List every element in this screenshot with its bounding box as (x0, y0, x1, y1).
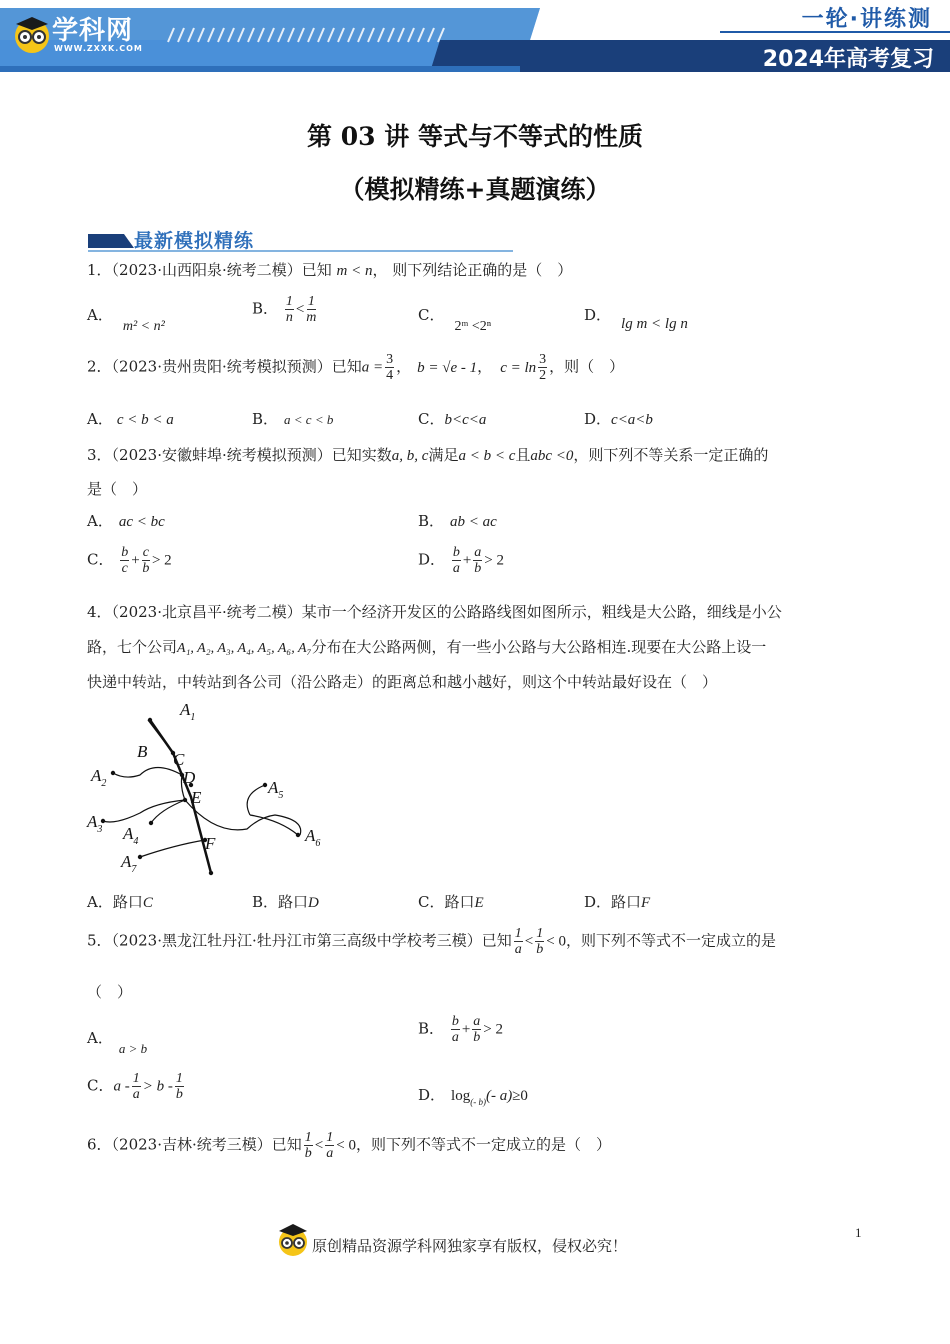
q4-option-d[interactable]: D．路口F (584, 893, 651, 911)
q4-option-b[interactable]: B．路口D (252, 893, 319, 911)
q1-option-c[interactable]: C．2ᵐ <2ⁿ (418, 306, 492, 334)
option-math: m² < n² (122, 319, 165, 334)
figure-label-c: C (173, 750, 185, 769)
option-math: lg m < lg n (621, 316, 688, 332)
figure-label-a4: $A_4$ (123, 824, 139, 847)
option-math: 2ᵐ <2ⁿ (454, 319, 492, 334)
owl-logo-icon (12, 14, 52, 54)
figure-label-b: B (137, 742, 148, 761)
question-4-line2: 路，七个公司A₁, A₂, A₃, A₄, A₅, A₆, A₇分布在大公路两侧，有一些小公路与大公路相连.现要在大公路上设一 (87, 638, 767, 656)
q5-option-b[interactable]: B． $\frac{b}{a}$ + $\frac{a}{b}$ > 2 (418, 1014, 503, 1045)
logo-url: WWW.ZXXK.COM (54, 44, 143, 53)
fraction: $\frac{3}{2}$ (539, 352, 547, 383)
q5-option-d[interactable]: D． $\log_{(- b)}(-$ a)≥0 (418, 1086, 528, 1107)
figure-label-a6: $A_6$ (305, 826, 321, 849)
q3-option-a[interactable]: A． ac < bc (87, 512, 165, 530)
question-4-line3: 快递中转站，中转站到各公司（沿公路走）的距离总和越小越好，则这个中转站最好设在（ ） (87, 673, 718, 691)
page-number: 1 (855, 1225, 862, 1240)
fraction: $\frac{1}{a}$ (132, 1071, 140, 1102)
math-condition: m < n (336, 263, 373, 279)
fraction: $\frac{1}{n}$ (285, 294, 293, 325)
q4-option-a[interactable]: A．路口C (87, 893, 153, 911)
fraction: $\frac{1}{a}$ (514, 926, 522, 957)
figure-label-a3: $A_3$ (87, 812, 103, 835)
question-6: 6．（2023·吉林·统考三模）已知 $\frac{1}{b}$ < $\frac{1}{a}$ < 0，则下列不等式不一定成立的是（ ） (87, 1130, 611, 1161)
question-number: 3． (87, 446, 112, 464)
road-network-figure (85, 695, 335, 885)
figure-label-a5: $A_5$ (268, 778, 284, 801)
fraction: $\frac{b}{a}$ (452, 545, 460, 576)
question-source: （2023·贵州贵阳·统考模拟预测）已知 (111, 357, 362, 376)
figure-label-a7: $A_7$ (121, 852, 137, 875)
fraction: $\frac{b}{c}$ (121, 545, 129, 576)
question-5-line2: （ ） (87, 983, 133, 1001)
question-5: 5．（2023·黑龙江牡丹江·牡丹江市第三高级中学校考三模）已知 $\frac{1}{a}$ < $\frac{1}{b}$ < 0，则下列不等式不一定成立的是 (87, 926, 776, 957)
q5-option-c[interactable]: C．a - $\frac{1}{a}$ > b - $\frac{1}{b}$ (87, 1071, 183, 1102)
fraction: $\frac{a}{b}$ (473, 1014, 481, 1045)
edition-title: 2024年高考复习 (762, 47, 934, 72)
fraction: $\frac{a}{b}$ (474, 545, 482, 576)
q3-option-b[interactable]: B． ab < ac (418, 512, 497, 530)
q1-option-d[interactable]: D． lg m < lg n (584, 306, 688, 332)
q2-option-a[interactable]: A． c < b < a (87, 410, 174, 428)
question-source: （2023·山西阳泉·统考二模）已知 (111, 261, 332, 279)
page-header (0, 0, 950, 78)
q4-option-c[interactable]: C．路口E (418, 893, 484, 911)
question-number: 2． (87, 357, 112, 376)
logo-text: 学科网 (52, 16, 134, 46)
fraction: $\frac{c}{b}$ (142, 545, 150, 576)
q5-option-a[interactable]: A．a > b (87, 1029, 148, 1056)
footer-owl-icon (276, 1222, 310, 1258)
figure-label-a2: $A_2$ (91, 766, 107, 789)
figure-label-e: E (191, 788, 202, 807)
q1-option-a[interactable]: A．m² < n² (87, 306, 165, 334)
fraction: $\frac{1}{b}$ (536, 926, 544, 957)
question-2: 2．（2023·贵州贵阳·统考模拟预测）已知a = $\frac{3}{4}$ ， b = √e - 1， c = ln $\frac{3}{2}$ ，则（ ） (87, 352, 625, 383)
fraction: $\frac{1}{b}$ (175, 1071, 183, 1102)
footer-copyright: 原创精品资源学科网独家享有版权，侵权必究！ (312, 1237, 628, 1255)
q1-option-b[interactable]: B． $\frac{1}{n}$ < $\frac{1}{m}$ (252, 294, 317, 325)
fraction: $\frac{1}{a}$ (326, 1130, 334, 1161)
fraction: $\frac{1}{m}$ (306, 294, 317, 325)
question-3: 3．（2023·安徽蚌埠·统考模拟预测）已知实数a, b, c满足a < b < c且abc <0，则下列不等关系一定正确的 (87, 446, 769, 464)
section-label: 最新模拟精练 (134, 230, 255, 252)
question-1 (87, 259, 572, 280)
fraction: $\frac{b}{a}$ (451, 1014, 459, 1045)
section-header (88, 226, 513, 254)
figure-label-f: F (205, 834, 216, 853)
q2-option-c[interactable]: C．b<c<a (418, 410, 487, 428)
fraction: $\frac{1}{b}$ (304, 1130, 312, 1161)
question-tail: ， 则下列结论正确的是（ ） (372, 261, 573, 279)
q3-option-d[interactable]: D． $\frac{b}{a}$ + $\frac{a}{b}$ > 2 (418, 545, 504, 576)
question-4: 4．（2023·北京昌平·统考二模）某市一个经济开发区的公路路线图如图所示，粗线是大公路，细线是小公 (87, 603, 782, 621)
page-subtitle: （模拟精练+真题演练） (339, 175, 611, 204)
series-title: 一轮·讲练测 (801, 7, 932, 32)
fraction: $\frac{3}{4}$ (386, 352, 394, 383)
q3-option-c[interactable]: C． $\frac{b}{c}$ + $\frac{c}{b}$ > 2 (87, 545, 172, 576)
q2-option-b[interactable]: B． a < c < b (252, 410, 334, 428)
question-number: 1． (87, 261, 112, 279)
question-3-line2: 是（ ） (87, 480, 148, 498)
q2-option-d[interactable]: D．c<a<b (584, 410, 653, 428)
page-title: 第 03 讲 等式与不等式的性质 (307, 122, 643, 151)
figure-label-d: D (183, 768, 196, 787)
figure-label-a1: $A_1$ (180, 700, 196, 723)
